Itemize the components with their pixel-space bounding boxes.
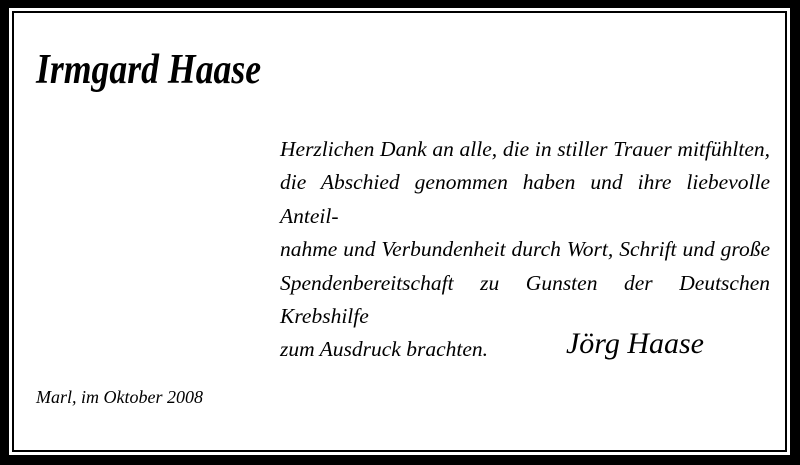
message-line: Herzlichen Dank an alle, die in stiller Trauer mitfühlten,: [280, 137, 770, 161]
place-and-date: Marl, im Oktober 2008: [36, 387, 203, 407]
message-line: die Abschied genommen haben und ihre liebevolle Anteil-: [280, 170, 770, 228]
message-line: nahme und Verbundenheit durch Wort, Schrift und große: [280, 237, 770, 262]
deceased-name-title: Irmgard Haase: [36, 47, 262, 93]
signature-name: Jörg Haase: [565, 327, 705, 360]
message-line: zum Ausdruck brachten.: [280, 337, 489, 362]
message-line: Spendenbereitschaft zu Gunsten der Deutschen Krebshilfe: [280, 270, 770, 329]
